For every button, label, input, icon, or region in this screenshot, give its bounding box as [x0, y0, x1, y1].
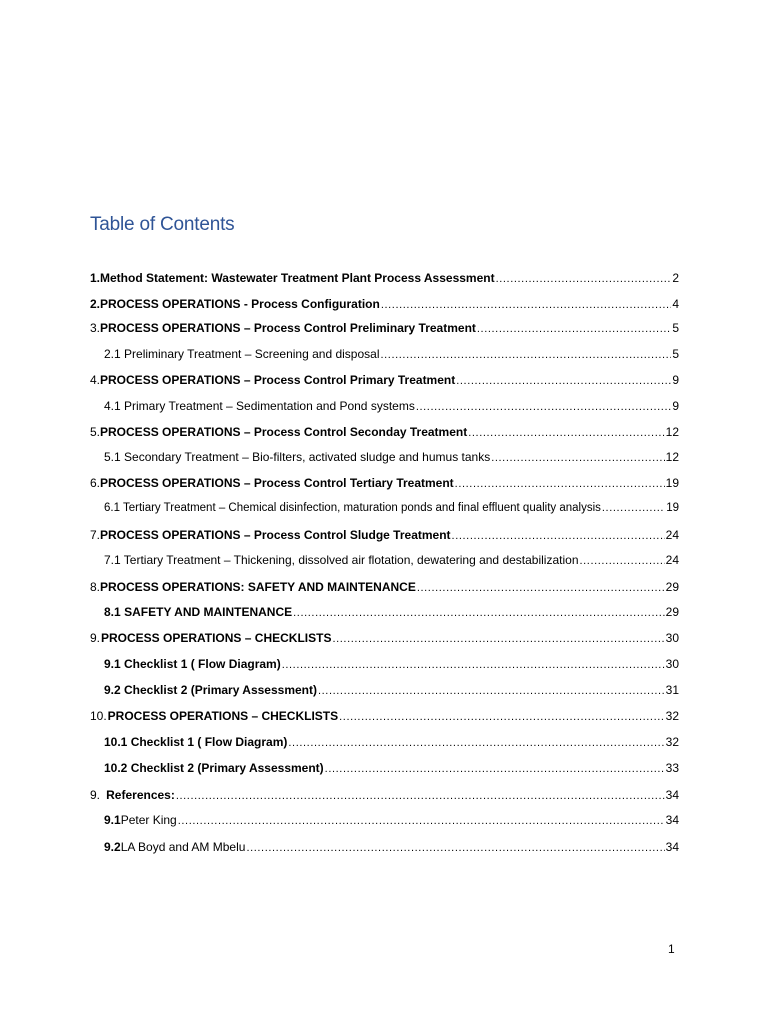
- toc-entry-number: 9.: [90, 788, 101, 802]
- toc-entry-number: 3.: [90, 321, 101, 335]
- toc-entry[interactable]: [104, 499, 679, 517]
- toc-entry-page: 9: [672, 399, 679, 413]
- toc-entry-title: 9.2 Checklist 2 (Primary Assessment): [104, 683, 317, 697]
- toc-entry[interactable]: [104, 759, 679, 777]
- toc-leader-dots: [417, 578, 665, 597]
- toc-entry[interactable]: [104, 448, 679, 466]
- toc-entry-page: 32: [665, 735, 679, 749]
- toc-entry[interactable]: [90, 786, 679, 804]
- toc-entry-page: 5: [672, 321, 679, 335]
- toc-leader-dots: [468, 423, 664, 442]
- toc-entry[interactable]: [90, 319, 679, 337]
- toc-entry-number: 9.: [90, 631, 101, 645]
- toc-entry-page: 31: [665, 683, 679, 697]
- toc-entry[interactable]: [90, 629, 679, 647]
- toc-entry-number: 1.: [90, 271, 101, 285]
- toc-entry-number: 8.: [90, 580, 101, 594]
- toc-entry-number: 4.: [90, 373, 101, 387]
- toc-leader-dots: [339, 707, 665, 726]
- toc-entry-page: 34: [665, 813, 679, 827]
- toc-entry-title: Method Statement: Wastewater Treatment Plant Process Assessment: [100, 271, 495, 285]
- toc-entry[interactable]: [90, 423, 679, 441]
- toc-entry-page: 29: [665, 605, 679, 619]
- toc-entry-title: LA Boyd and AM Mbelu: [120, 840, 246, 854]
- toc-entry-title: 7.1 Tertiary Treatment – Thickening, dissolved air flotation, dewatering and destabilization: [104, 553, 579, 567]
- toc-entry[interactable]: [90, 371, 679, 389]
- toc-entry-title: PROCESS OPERATIONS – Process Control Primary Treatment: [100, 373, 456, 387]
- toc-leader-dots: [381, 295, 671, 314]
- toc-entry-title: 5.1 Secondary Treatment – Bio-filters, activated sludge and humus tanks: [104, 450, 491, 464]
- toc-entry[interactable]: [90, 526, 679, 544]
- toc-entry-page: 30: [665, 631, 679, 645]
- toc-entry-page: 5: [672, 347, 679, 361]
- toc-entry-page: 19: [666, 502, 679, 514]
- toc-entry-page: 30: [665, 657, 679, 671]
- toc-entry[interactable]: [104, 838, 679, 856]
- toc-entry-title: 10.2 Checklist 2 (Primary Assessment): [104, 761, 324, 775]
- toc-leader-dots: [176, 786, 665, 805]
- toc-entry[interactable]: [90, 269, 679, 287]
- toc-entry-title: 6.1 Tertiary Treatment – Chemical disinfection, maturation ponds and final effluent quality analysis: [104, 502, 601, 514]
- toc-entry-title: References:: [106, 788, 175, 802]
- toc-leader-dots: [491, 448, 664, 467]
- toc-entry[interactable]: [104, 397, 679, 415]
- toc-leader-dots: [456, 371, 671, 390]
- toc-entry-page: 34: [665, 788, 679, 802]
- toc-entry-page: 24: [665, 528, 679, 542]
- page-number: 1: [668, 942, 675, 956]
- toc-entry-title: SAFETY AND MAINTENANCE: [124, 605, 293, 619]
- toc-entry-number: 10.: [90, 709, 107, 723]
- toc-entry[interactable]: [104, 603, 679, 621]
- toc-leader-dots: [293, 603, 664, 622]
- toc-leader-dots: [282, 655, 665, 674]
- toc-entry[interactable]: [90, 295, 679, 313]
- toc-entry-title: 4.1 Primary Treatment – Sedimentation and Pond systems: [104, 399, 415, 413]
- toc-entry-title: PROCESS OPERATIONS - Process Configuration: [100, 297, 380, 311]
- toc-entry-title: 10.1 Checklist 1 ( Flow Diagram): [104, 735, 288, 749]
- toc-entry[interactable]: [104, 655, 679, 673]
- toc-entry[interactable]: [104, 733, 679, 751]
- toc-leader-dots: [496, 269, 672, 288]
- toc-entry-page: 32: [665, 709, 679, 723]
- toc-entry-page: 19: [665, 476, 679, 490]
- toc-entry-number: 9.2: [104, 840, 121, 854]
- toc-leader-dots: [178, 811, 665, 830]
- toc-entry-number: 6.: [90, 476, 101, 490]
- toc-entry-title: PROCESS OPERATIONS: SAFETY AND MAINTENANCE: [100, 580, 416, 594]
- toc-entry-number: 9.1: [104, 813, 121, 827]
- toc-leader-dots: [580, 551, 665, 570]
- toc-entry-page: 12: [665, 425, 679, 439]
- toc-leader-dots: [380, 345, 671, 364]
- toc-entry-title: PROCESS OPERATIONS – Process Control Sludge Treatment: [100, 528, 451, 542]
- toc-leader-dots: [602, 499, 665, 517]
- toc-leader-dots: [452, 526, 665, 545]
- toc-entry-page: 33: [665, 761, 679, 775]
- toc-entry-page: 29: [665, 580, 679, 594]
- toc-entry[interactable]: [104, 345, 679, 363]
- toc-entry[interactable]: [90, 474, 679, 492]
- toc-entry-title: PROCESS OPERATIONS – Process Control Tertiary Treatment: [100, 476, 454, 490]
- toc-entry-page: 24: [665, 553, 679, 567]
- toc-entry[interactable]: [90, 578, 679, 596]
- toc-entry-title: PROCESS OPERATIONS – Process Control Seconday Treatment: [100, 425, 468, 439]
- toc-leader-dots: [318, 681, 665, 700]
- toc-entry[interactable]: [104, 681, 679, 699]
- toc-entry-title: PROCESS OPERATIONS – CHECKLISTS: [107, 709, 339, 723]
- toc-entry[interactable]: [104, 811, 679, 829]
- toc-entry-title: 9.1 Checklist 1 ( Flow Diagram): [104, 657, 281, 671]
- toc-leader-dots: [416, 397, 671, 416]
- toc-entry-page: 9: [672, 373, 679, 387]
- toc-entry-page: 2: [672, 271, 679, 285]
- toc-entry-title: Peter King: [120, 813, 177, 827]
- toc-entry-number: 8.1: [104, 605, 121, 619]
- toc-leader-dots: [477, 319, 671, 338]
- toc-entry-page: 34: [665, 840, 679, 854]
- toc-entry-page: 4: [672, 297, 679, 311]
- toc-entry-number: 7.: [90, 528, 101, 542]
- toc-leader-dots: [332, 629, 664, 648]
- toc-entry-number: 2.: [90, 297, 101, 311]
- toc-leader-dots: [325, 759, 665, 778]
- toc-leader-dots: [246, 838, 664, 857]
- toc-entry[interactable]: [104, 551, 679, 569]
- toc-entry-title: 2.1 Preliminary Treatment – Screening and disposal: [104, 347, 380, 361]
- toc-leader-dots: [455, 474, 665, 493]
- toc-entry-number: 5.: [90, 425, 101, 439]
- toc-entry-title: PROCESS OPERATIONS – Process Control Preliminary Treatment: [100, 321, 476, 335]
- toc-leader-dots: [288, 733, 664, 752]
- toc-entry-title: PROCESS OPERATIONS – CHECKLISTS: [100, 631, 332, 645]
- toc-heading: Table of Contents: [90, 214, 235, 235]
- toc-entry[interactable]: [90, 707, 679, 725]
- toc-entry-page: 12: [665, 450, 679, 464]
